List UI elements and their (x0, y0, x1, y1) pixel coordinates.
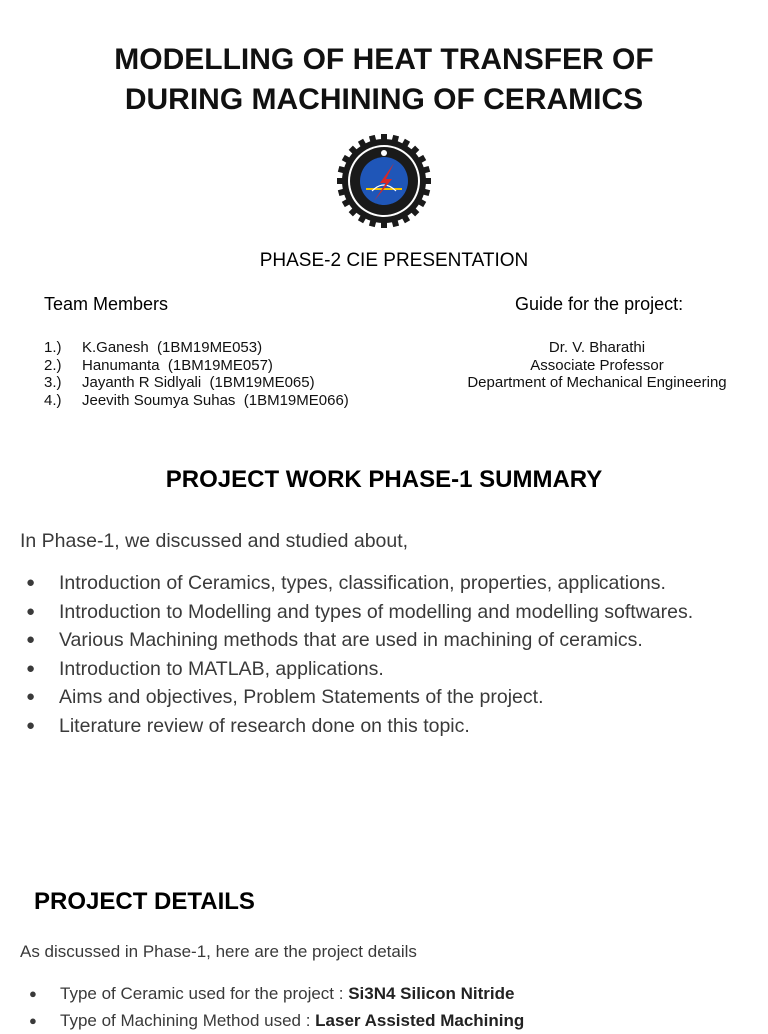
college-seal-icon (336, 133, 432, 229)
list-item (44, 357, 349, 375)
detail-value: Si3N4 Silicon Nitride (348, 984, 515, 1003)
bullet-icon: ● (26, 659, 36, 677)
summary-heading: PROJECT WORK PHASE-1 SUMMARY (165, 466, 603, 493)
list-item (44, 339, 349, 357)
bullet-icon: ● (29, 1013, 37, 1028)
member-number: 3.) (44, 374, 62, 391)
bullet-icon: ● (26, 574, 36, 591)
team-members-heading: Team Members (44, 294, 169, 314)
page-title (0, 40, 768, 120)
bullet-icon: ● (26, 716, 36, 734)
list-item: ● Various Machining methods that are used in machining of ceramics. (0, 626, 739, 655)
presentation-subtitle: PHASE-2 CIE PRESENTATION (259, 250, 529, 271)
list-item (44, 392, 349, 410)
list-item: ● Introduction of Ceramics, types, classification, properties, applications. (0, 569, 739, 598)
summary-list (0, 569, 768, 740)
project-details-list (0, 980, 768, 1034)
member-number: 4.) (44, 391, 62, 409)
title-line-2: DURING MACHINING OF CERAMICS (124, 83, 644, 116)
guide-department: Department of Mechanical Engineering (467, 374, 727, 391)
guide-role: Associate Professor (530, 356, 664, 374)
guide-heading: Guide for the project: (515, 294, 684, 314)
member-name: K.Ganesh (1BM19ME053) (82, 339, 263, 356)
guide-details (455, 339, 739, 392)
list-item: ● Aims and objectives, Problem Statements of the project. (0, 683, 739, 712)
list-item: ● Introduction to Modelling and types of modelling and modelling softwares. (0, 598, 739, 627)
bullet-icon: ● (29, 986, 37, 1001)
list-item (44, 374, 349, 392)
member-number: 2.) (44, 356, 62, 374)
title-line-1: MODELLING OF HEAT TRANSFER OF (114, 43, 654, 76)
project-details-intro: As discussed in Phase-1, here are the project details (20, 942, 417, 961)
bullet-icon: ● (26, 631, 36, 648)
bullet-icon: ● (26, 688, 36, 705)
team-members-list (44, 339, 349, 409)
detail-label: Type of Ceramic used for the project : (60, 984, 349, 1003)
guide-name: Dr. V. Bharathi (548, 339, 646, 356)
project-details-heading: PROJECT DETAILS (34, 888, 255, 915)
detail-label: Type of Machining Method used : (60, 1011, 316, 1030)
member-number: 1.) (44, 339, 62, 356)
summary-intro: In Phase-1, we discussed and studied about, (20, 530, 409, 552)
member-name: Jayanth R Sidlyali (1BM19ME065) (82, 374, 315, 391)
member-name: Hanumanta (1BM19ME057) (82, 356, 273, 374)
detail-value: Laser Assisted Machining (315, 1011, 525, 1030)
list-item: ● Introduction to MATLAB, applications. (0, 655, 739, 684)
bullet-icon: ● (26, 602, 36, 620)
member-name: Jeevith Soumya Suhas (1BM19ME066) (82, 391, 349, 409)
list-item (0, 980, 768, 1007)
list-item: ● Literature review of research done on this topic. (0, 712, 739, 741)
list-item (0, 1007, 768, 1034)
